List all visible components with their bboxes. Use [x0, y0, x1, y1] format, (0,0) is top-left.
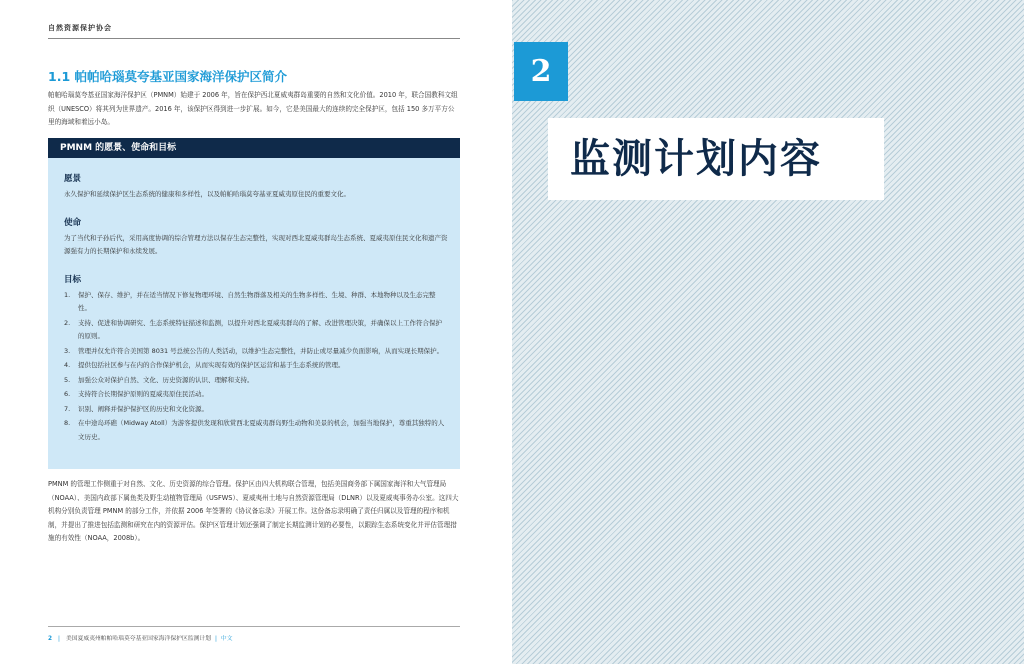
right-page-pattern — [512, 0, 1024, 664]
footer — [48, 633, 233, 642]
goals-heading: 目标 — [64, 274, 82, 285]
footer-separator-2: | — [214, 636, 217, 642]
header-rule — [48, 38, 460, 39]
box-header: PMNM 的愿景、使命和目标 — [48, 138, 460, 158]
chapter-title: 监测计划内容 — [570, 136, 822, 182]
organization-header: 自然资源保护协会 — [48, 24, 112, 32]
management-paragraph: PMNM 的管理工作侧重于对自然、文化、历史资源的综合管理。保护区由四大机构联合管理，包括美国商务部下属国家海洋和大气管理局（NOAA）、美国内政部下属鱼类及野生动植物管理局（USFWS）、夏威夷州土地与自然资源管理局（DLNR）以及夏威夷事务办公室。这四大机构分别负责管理 PMNM 的部分工作，并依据 2006 年签署的《协议备忘录》开展工作。这份备忘录明确了责任归属以及管理的程序和机制，并提出了推进包括监测和研究在内的资源评估。保护区管理计划还强调了制定长期监测计划的必要性，以跟踪生态系统变化并评估管理措施的有效性（NOAA，2008b）。 — [48, 480, 459, 542]
footer-doc-title: 美国夏威夷州帕帕哈瑙莫夸基亚国家海洋保护区监测计划 — [66, 636, 211, 642]
intro-paragraph: 帕帕哈瑙莫夸基亚国家海洋保护区（PMNM）始建于 2006 年，旨在保护西北夏威夷群岛重要的自然和文化价值。2010 年，联合国教科文组织（UNESCO）将其列为世界遗产。2016 年，该保护区得到进一步扩展。如今，它是美国最大的连续的完全保护区，包括 150 多万平方公里的海域和着远小岛。 — [48, 91, 458, 126]
vision-mission-goals-box — [48, 138, 460, 469]
goal-item: 3. 管理并仅允许符合美国第 8031 号总统公告的人类活动，以维护生态完整性，并防止或尽量减少负面影响，从而实现长期保护。 — [64, 346, 444, 355]
goal-item: 7. 识别、阐释并保护保护区的历史和文化资源。 — [64, 404, 208, 413]
goals-list — [64, 289, 448, 445]
section-title: 1.1 帕帕哈瑙莫夸基亚国家海洋保护区简介 — [48, 69, 287, 84]
chapter-number-badge: 2 — [514, 42, 568, 101]
vision-heading: 愿景 — [64, 174, 82, 184]
footer-rule — [48, 626, 460, 627]
goal-item: 4. 提供包括社区参与在内的合作保护机会，从而实现有效的保护区运营和基于生态系统的管理。 — [64, 361, 345, 369]
mission-heading: 使命 — [64, 217, 82, 228]
goal-item: 5. 加强公众对保护自然、文化、历史资源的认识、理解和支持。 — [64, 375, 254, 384]
footer-edition: 中文 — [220, 636, 233, 642]
mission-text: 为了当代和子孙后代，采用高度协调的综合管理方法以保存生态完整性，实现对西北夏威夷群岛生态系统、夏威夷原住民文化和遗产资源强有力的长期保护和永续发展。 — [64, 233, 448, 255]
box-content — [64, 172, 448, 445]
footer-separator: | — [58, 636, 60, 642]
goal-item: 8. 在中途岛环礁（Midway Atoll）为游客提供发现和欣赏西北夏威夷群岛野生动物和美景的机会，加强当地保护，尊重其独特的人文历史。 — [64, 419, 445, 441]
goal-item: 6. 支持符合长期保护原则的夏威夷原住民活动。 — [64, 390, 208, 398]
vision-text: 永久保护和延续保护区生态系统的健康和多样性，以及帕帕哈瑙莫夸基亚夏威夷原住民的重要文化。 — [64, 190, 350, 198]
goal-item: 2. 支持、促进和协调研究、生态系统特征描述和监测，以提升对西北夏威夷群岛的了解、改进管理决策，并确保以上工作符合保护的原则。 — [64, 318, 442, 340]
goal-item: 1. 保护、保存、维护，并在适当情况下修复物理环境、自然生物群落及相关的生物多样性、生境、种群、本地物种以及生态完整性。 — [64, 290, 436, 312]
page-number: 2 — [48, 636, 53, 642]
chapter-title-box — [548, 118, 884, 200]
